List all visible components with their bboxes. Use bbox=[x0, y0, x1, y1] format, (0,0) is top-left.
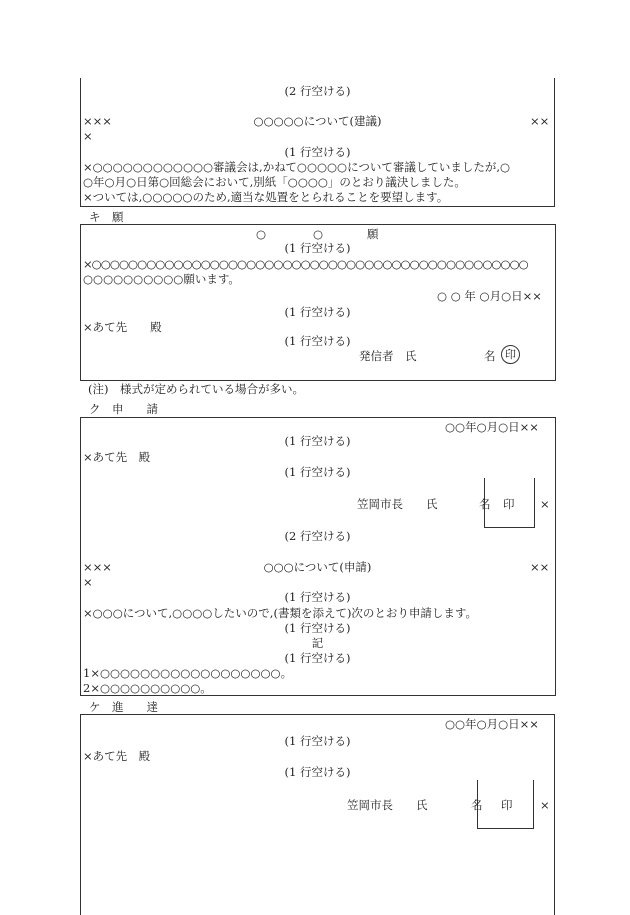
shinsei-heading: ク 申 請 bbox=[89, 402, 158, 416]
kigan-space-1c: (1 行空ける) bbox=[284, 334, 351, 348]
shintatsu-date: ○○年○月○日×× bbox=[445, 717, 539, 731]
shintatsu-name-char: 名 bbox=[471, 798, 483, 812]
kigan-date: ○ ○ 年 ○月○日×× bbox=[437, 289, 542, 303]
shinsei-date: ○○年○月○日×× bbox=[445, 420, 539, 434]
kigan-body-line: ×○○○○○○○○○○○○○○○○○○○○○○○○○○○○○○○○○○○○○○○○○○○○○○○○ bbox=[83, 257, 528, 271]
shinsei-space-1b: (1 行空ける) bbox=[284, 465, 351, 479]
shinsei-space-1d: (1 行空ける) bbox=[284, 621, 351, 635]
kengi-title-left: ××× bbox=[83, 114, 112, 128]
shinsei-ki: 記 bbox=[311, 636, 324, 650]
shinsei-title-right: ×× bbox=[530, 560, 550, 574]
kengi-body-line: ○年○月○日第○回総会において,別紙「○○○○」のとおり議決しました。 bbox=[83, 175, 466, 189]
kigan-heading: キ 願 bbox=[89, 210, 124, 224]
shinsei-title-left: ××× bbox=[83, 560, 112, 574]
kigan-addressee: ×あて先 殿 bbox=[83, 320, 162, 334]
shinsei-space-1c: (1 行空ける) bbox=[284, 590, 351, 604]
kigan-body-line: ○○○○○○○○○○願います。 bbox=[83, 272, 240, 286]
shinsei-seal-right: × bbox=[540, 497, 550, 511]
shinsei-space-2: (2 行空ける) bbox=[284, 529, 351, 543]
shinsei-space-1a: (1 行空ける) bbox=[284, 434, 351, 448]
shinsei-title: ○○○について(申請) bbox=[263, 560, 372, 574]
kigan-sender-label: 発信者 氏 bbox=[359, 349, 417, 363]
kigan-space-1b: (1 行空ける) bbox=[284, 305, 351, 319]
shintatsu-seal-char: 印 bbox=[501, 798, 513, 812]
shinsei-name-char: 名 bbox=[479, 497, 491, 511]
kengi-space-2: (2 行空ける) bbox=[284, 84, 351, 98]
kengi-title-wrap: × bbox=[83, 129, 93, 143]
shintatsu-space-1b: (1 行空ける) bbox=[284, 765, 351, 779]
shinsei-seal-char: 印 bbox=[503, 497, 515, 511]
shinsei-space-1e: (1 行空ける) bbox=[284, 651, 351, 665]
shintatsu-addressee: ×あて先 殿 bbox=[83, 749, 151, 763]
shinsei-item: 2×○○○○○○○○○○。 bbox=[83, 681, 212, 695]
shinsei-title-wrap: × bbox=[83, 575, 93, 589]
kigan-sender-name: 名 bbox=[484, 349, 496, 363]
shintatsu-mayor: 笠岡市長 氏 bbox=[347, 798, 428, 812]
shintatsu-space-1a: (1 行空ける) bbox=[284, 734, 351, 748]
kengi-title: ○○○○○について(建議) bbox=[253, 114, 382, 128]
seal-circle-icon: 印 bbox=[501, 345, 520, 364]
shintatsu-heading: ケ 進 達 bbox=[89, 700, 158, 714]
shinsei-mayor: 笠岡市長 氏 bbox=[357, 497, 438, 511]
shinsei-body: ×○○○について,○○○○したいので,(書類を添えて)次のとおり申請します。 bbox=[83, 606, 478, 620]
kengi-space-1: (1 行空ける) bbox=[284, 145, 351, 159]
shintatsu-seal-right: × bbox=[540, 798, 550, 812]
kigan-space-1a: (1 行空ける) bbox=[284, 241, 351, 255]
shinsei-item: 1×○○○○○○○○○○○○○○○○○○。 bbox=[83, 666, 293, 680]
kigan-title-part: ○ bbox=[313, 227, 324, 241]
shinsei-addressee: ×あて先 殿 bbox=[83, 450, 151, 464]
kigan-title-part: 願 bbox=[367, 227, 379, 241]
kengi-body-line: ×ついては,○○○○○のため,適当な処置をとられることを要望します。 bbox=[83, 190, 449, 204]
kengi-title-right: ×× bbox=[530, 114, 550, 128]
kigan-note: (注) 様式が定められている場合が多い。 bbox=[88, 382, 304, 396]
kigan-title-part: ○ bbox=[256, 227, 267, 241]
kengi-body-line: ×○○○○○○○○○○○○審議会は,かねて○○○○○について審議していましたが,○ bbox=[83, 160, 511, 174]
